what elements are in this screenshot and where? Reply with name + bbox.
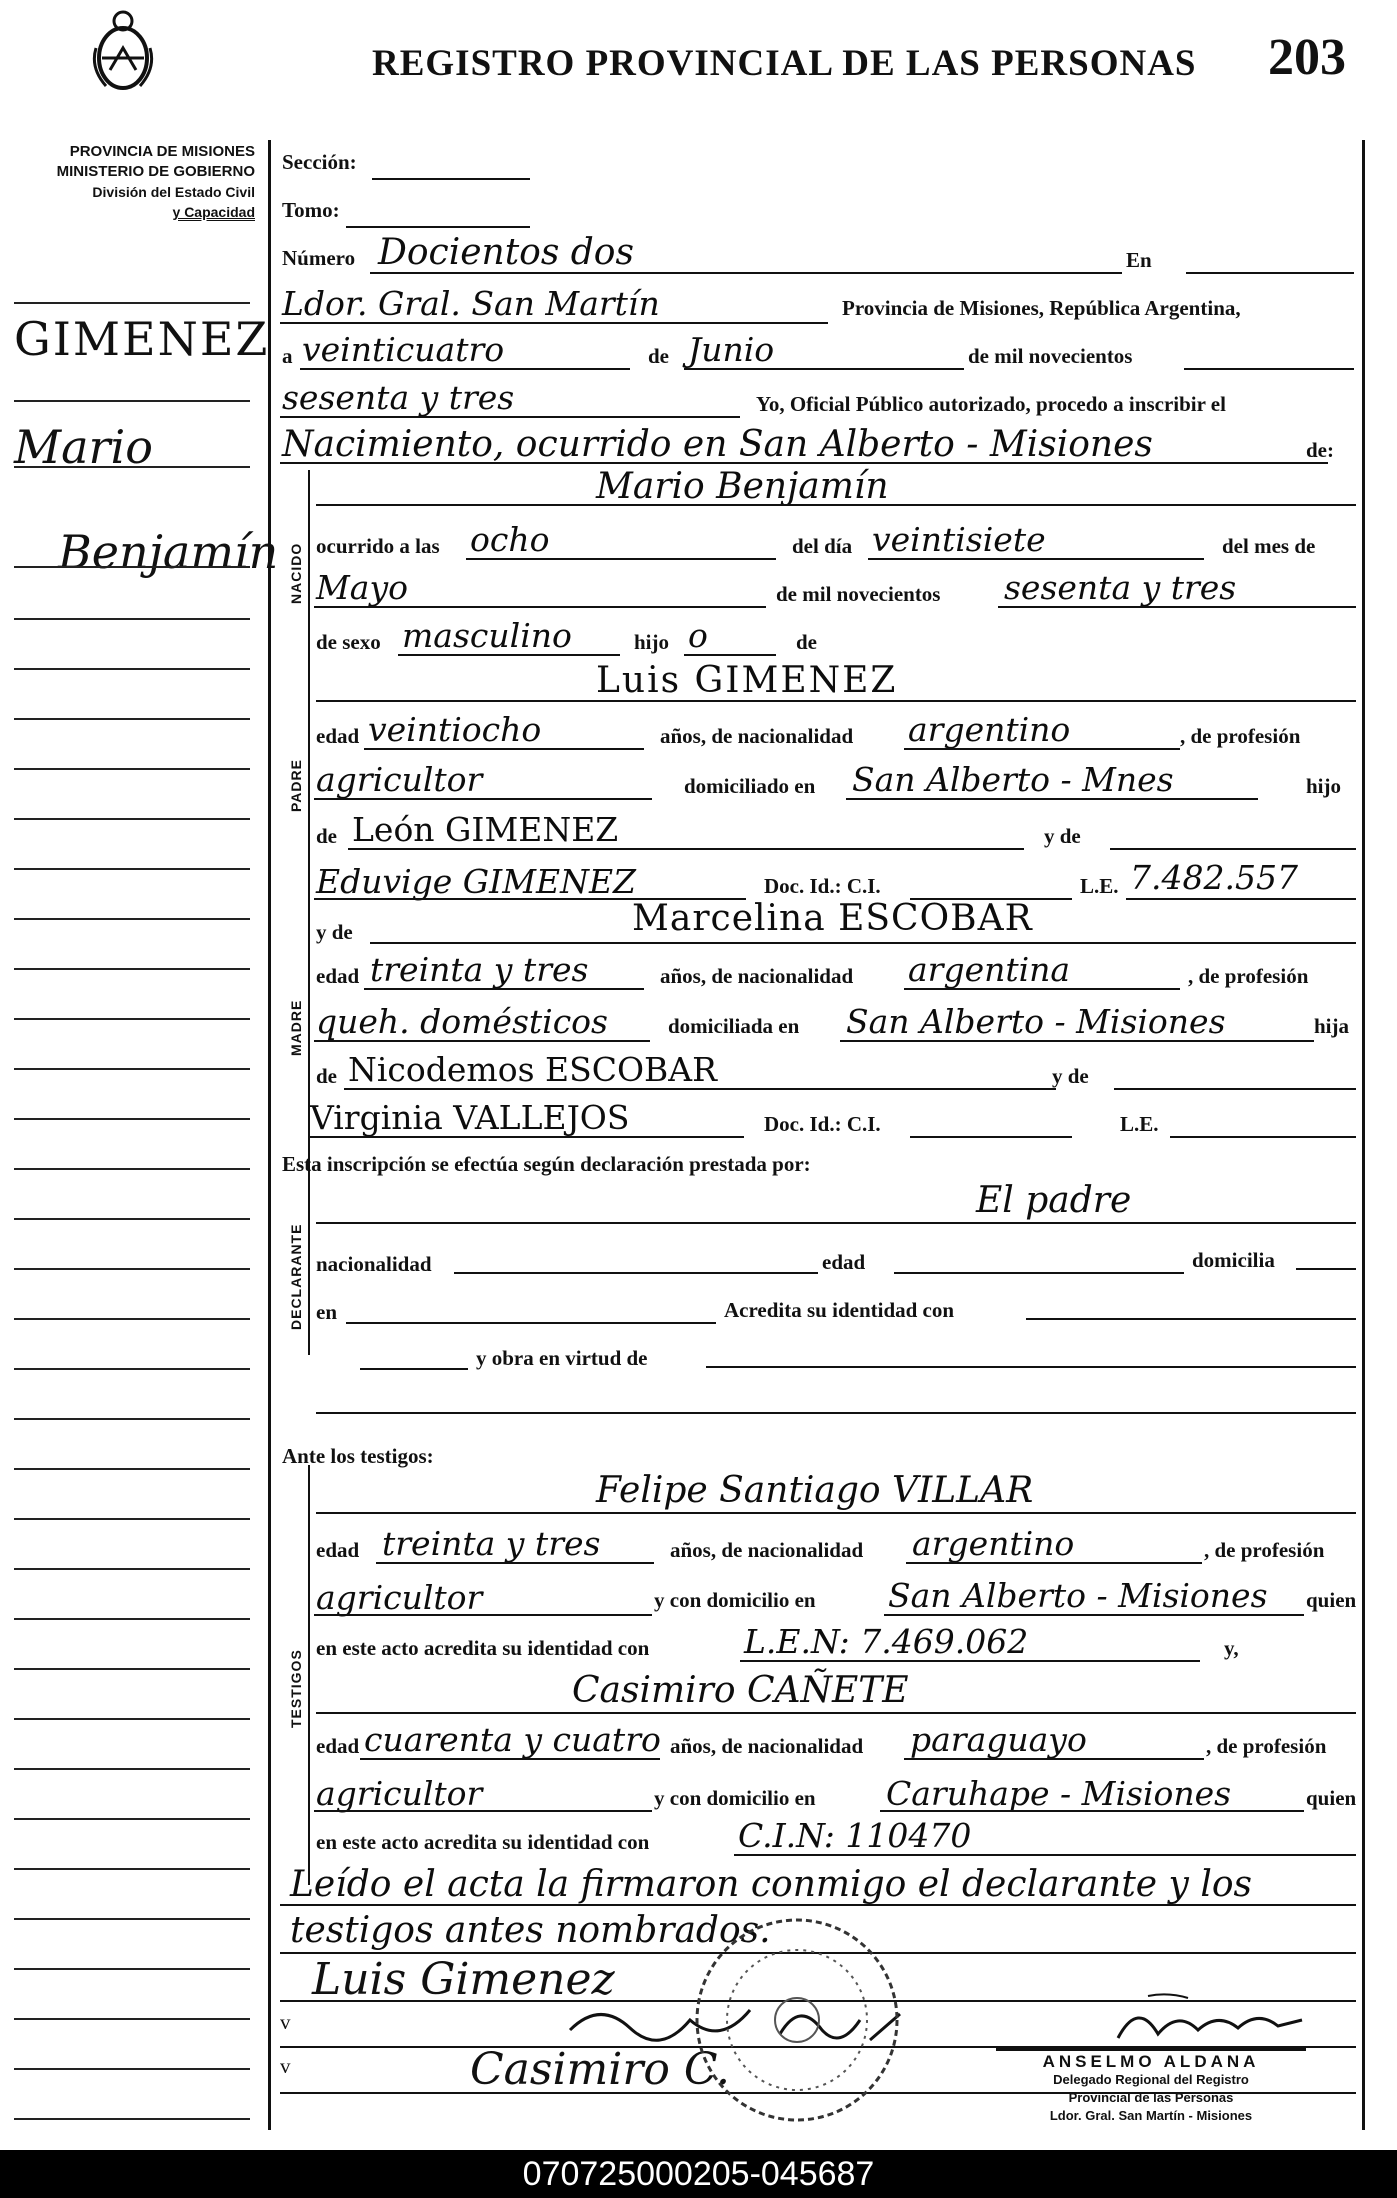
margin-line bbox=[14, 1468, 250, 1470]
y-de-label: y de bbox=[1044, 824, 1081, 848]
doc-id-label: Doc. Id.: C.I. bbox=[764, 874, 881, 898]
testigo2-value: Casimiro CAÑETE bbox=[572, 1670, 909, 1711]
t1-edad-label: edad bbox=[316, 1538, 360, 1562]
t1-nac-line bbox=[906, 1562, 1202, 1564]
a-label: a bbox=[282, 344, 293, 368]
del-mes-label: del mes de bbox=[1222, 534, 1316, 558]
anio-nac-value: sesenta y tres bbox=[1004, 568, 1237, 607]
en-d-label: en bbox=[316, 1300, 337, 1324]
testigo1-value: Felipe Santiago VILLAR bbox=[596, 1470, 1034, 1511]
t2-edad-value: cuarenta y cuatro bbox=[364, 1720, 661, 1759]
dia-nac-line bbox=[868, 558, 1204, 560]
margin-line bbox=[14, 1368, 250, 1370]
de-mil-line bbox=[1184, 368, 1354, 370]
official-line1: Delegado Regional del Registro bbox=[1053, 2072, 1249, 2087]
t1-prof-line bbox=[314, 1614, 652, 1616]
margin-line bbox=[14, 2018, 250, 2020]
t1-anos-label: años, de nacionalidad bbox=[670, 1538, 864, 1562]
margin-line bbox=[14, 2118, 250, 2120]
madre-edad-label: edad bbox=[316, 964, 360, 988]
le-label: L.E. bbox=[1080, 874, 1119, 898]
doc-id-m-line bbox=[910, 1136, 1072, 1138]
sexo-line bbox=[398, 654, 620, 656]
doc-id-m-label: Doc. Id.: C.I. bbox=[764, 1112, 881, 1136]
t1-acredita-label: en este acto acredita su identidad con bbox=[316, 1636, 650, 1660]
t1-doc-value: L.E.N: 7.469.062 bbox=[744, 1622, 1029, 1661]
v-mark-1: v bbox=[280, 2010, 291, 2034]
hijo-value: o bbox=[688, 616, 708, 655]
cierre-linea-2: testigos antes nombrados. bbox=[290, 1910, 771, 1951]
division: División del Estado Civil bbox=[92, 184, 255, 200]
padre-nac-value: argentino bbox=[908, 710, 1071, 749]
hora-value: ocho bbox=[470, 520, 550, 559]
acto-value: Nacimiento, ocurrido en San Alberto - Misiones bbox=[282, 424, 1153, 465]
nacido-side-label: NACIDO bbox=[288, 542, 304, 604]
nacionalidad-line[interactable] bbox=[454, 1272, 818, 1274]
seccion-field[interactable] bbox=[372, 178, 530, 180]
margin-line bbox=[14, 1418, 250, 1420]
sexo-value: masculino bbox=[402, 616, 572, 655]
acredita-line[interactable] bbox=[1026, 1318, 1356, 1320]
margin-line bbox=[14, 1718, 250, 1720]
hijo2-label: hijo bbox=[1306, 774, 1342, 798]
t2-dom-label: y con domicilio en bbox=[654, 1786, 816, 1810]
nombre-line bbox=[316, 504, 1356, 506]
yo-label: Yo, Oficial Público autorizado, procedo a inscribir el bbox=[756, 392, 1226, 416]
padre-prof-label: , de profesión bbox=[1180, 724, 1301, 748]
abuela-m-value: Virginia VALLEJOS bbox=[310, 1098, 630, 1137]
testigos-side-label: TESTIGOS bbox=[288, 1649, 304, 1728]
margin-line bbox=[14, 1018, 250, 1020]
margin-line bbox=[14, 400, 250, 402]
dia-value: veinticuatro bbox=[302, 330, 505, 369]
margin-line bbox=[14, 618, 250, 620]
y-de-line bbox=[1110, 848, 1356, 850]
margin-line bbox=[14, 668, 250, 670]
numero-value: Docientos dos bbox=[378, 232, 634, 273]
margin-line bbox=[14, 566, 250, 568]
lugar-value: Ldor. Gral. San Martín bbox=[282, 284, 660, 323]
t1-nac-value: argentino bbox=[912, 1524, 1075, 1563]
t2-nac-line bbox=[904, 1758, 1204, 1760]
t2-edad-line bbox=[360, 1758, 660, 1760]
margin-line bbox=[14, 868, 250, 870]
declarante-side-label: DECLARANTE bbox=[288, 1223, 304, 1330]
t1-dom-line bbox=[884, 1614, 1304, 1616]
margin-line bbox=[14, 1618, 250, 1620]
padre-prof-line bbox=[314, 798, 652, 800]
t1-dom-value: San Alberto - Misiones bbox=[888, 1576, 1268, 1615]
y-de-m-line bbox=[1114, 1088, 1356, 1090]
y-de-m-label: y de bbox=[1052, 1064, 1089, 1088]
abuela-value: Eduvige GIMENEZ bbox=[316, 862, 636, 901]
lugar-line bbox=[280, 322, 828, 324]
acto-line bbox=[280, 462, 1328, 464]
margin-line bbox=[14, 1818, 250, 1820]
t2-prof-value: agricultor bbox=[316, 1774, 483, 1813]
anio-line bbox=[280, 416, 740, 418]
domicilia-line[interactable] bbox=[1296, 1268, 1356, 1270]
official-signature-icon bbox=[1108, 1990, 1308, 2050]
provincia-label: Provincia de Misiones, República Argentina, bbox=[842, 296, 1241, 320]
t1-y-label: y, bbox=[1224, 1636, 1239, 1660]
margin-line bbox=[14, 1068, 250, 1070]
nombre-value: Mario Benjamín bbox=[596, 466, 889, 507]
madre-edad-line bbox=[364, 988, 644, 990]
margin-line bbox=[14, 1318, 250, 1320]
y-obra-line[interactable] bbox=[706, 1366, 1356, 1368]
inner-frame-line-2 bbox=[308, 1465, 310, 1885]
official-name: ANSELMO ALDANA bbox=[996, 2048, 1306, 2071]
testigo2-line bbox=[316, 1712, 1356, 1714]
domiciliado-label: domiciliado en bbox=[684, 774, 816, 798]
margin-line bbox=[14, 1268, 250, 1270]
t1-dom-label: y con domicilio en bbox=[654, 1588, 816, 1612]
domiciliada-label: domiciliada en bbox=[668, 1014, 800, 1038]
official-stamp bbox=[996, 2048, 1306, 2125]
padre-dom-value: San Alberto - Mnes bbox=[852, 760, 1174, 799]
t1-prof-value: agricultor bbox=[316, 1578, 483, 1617]
anio-value: sesenta y tres bbox=[282, 378, 515, 417]
le-m-line bbox=[1170, 1136, 1356, 1138]
v-mark-2: v bbox=[280, 2054, 291, 2078]
madre-edad-value: treinta y tres bbox=[370, 950, 589, 989]
abuelo-value: León GIMENEZ bbox=[352, 810, 619, 849]
margin-line bbox=[14, 1918, 250, 1920]
margin-line bbox=[14, 1768, 250, 1770]
y-obra-label: y obra en virtud de bbox=[476, 1346, 648, 1370]
domicilia-label: domicilia bbox=[1192, 1248, 1275, 1272]
t2-nac-value: paraguayo bbox=[910, 1720, 1087, 1759]
margin-line bbox=[14, 1168, 250, 1170]
t1-edad-line bbox=[376, 1562, 654, 1564]
madre-nombre-value: Marcelina ESCOBAR bbox=[632, 898, 1033, 939]
margin-middle-name: Benjamín bbox=[58, 525, 279, 579]
padre-anos-label: años, de nacionalidad bbox=[660, 724, 854, 748]
inner-frame-line bbox=[308, 470, 310, 1355]
madre-nac-value: argentina bbox=[908, 950, 1071, 989]
province-header bbox=[10, 142, 255, 222]
margin-line bbox=[14, 1568, 250, 1570]
madre-prof-label: , de profesión bbox=[1188, 964, 1309, 988]
declaracion-label: Esta inscripción se efectúa según declaración prestada por: bbox=[282, 1152, 811, 1176]
padre-dom-line bbox=[846, 798, 1258, 800]
de3-label: de bbox=[316, 824, 337, 848]
t2-prof-label: , de profesión bbox=[1206, 1734, 1327, 1758]
coat-of-arms-icon bbox=[88, 8, 158, 94]
le-m-label: L.E. bbox=[1120, 1112, 1159, 1136]
t1-edad-value: treinta y tres bbox=[382, 1524, 601, 1563]
y-obra-pre-line[interactable] bbox=[360, 1368, 468, 1370]
testigos-label: Ante los testigos: bbox=[282, 1444, 434, 1468]
anio-nac-line bbox=[998, 606, 1356, 608]
margin-line bbox=[14, 818, 250, 820]
t2-acredita-label: en este acto acredita su identidad con bbox=[316, 1830, 650, 1854]
t2-doc-value: C.I.N: 110470 bbox=[738, 1816, 972, 1855]
t1-doc-line bbox=[740, 1660, 1200, 1662]
abuelo-m-value: Nicodemos ESCOBAR bbox=[348, 1050, 717, 1089]
t2-dom-value: Caruhape - Misiones bbox=[886, 1774, 1232, 1813]
padre-nombre-value: Luis GIMENEZ bbox=[596, 660, 898, 701]
padre-le-line bbox=[1126, 898, 1356, 900]
padre-nac-line bbox=[904, 748, 1180, 750]
padre-prof-value: agricultor bbox=[316, 760, 483, 799]
acredita-label: Acredita su identidad con bbox=[724, 1298, 955, 1322]
mes-nac-value: Mayo bbox=[316, 568, 408, 607]
margin-line bbox=[14, 768, 250, 770]
nacionalidad-label: nacionalidad bbox=[316, 1252, 432, 1276]
de-label: de bbox=[648, 344, 669, 368]
t2-quien-label: quien bbox=[1306, 1786, 1357, 1810]
margin-line bbox=[14, 718, 250, 720]
margin-line bbox=[14, 918, 250, 920]
t2-prof-line bbox=[314, 1810, 652, 1812]
frame-left bbox=[268, 140, 271, 2130]
madre-side-label: MADRE bbox=[288, 999, 304, 1056]
ministry: MINISTERIO DE GOBIERNO bbox=[56, 163, 255, 180]
t1-prof-label: , de profesión bbox=[1204, 1538, 1325, 1562]
cierre-linea-1: Leído el acta la firmaron conmigo el declarante y los bbox=[290, 1864, 1252, 1905]
de2-label: de bbox=[796, 630, 817, 654]
numero-line bbox=[370, 272, 1122, 274]
hora-line bbox=[466, 558, 776, 560]
margin-line bbox=[14, 1518, 250, 1520]
mes-nac-line bbox=[314, 606, 766, 608]
edad-d-label: edad bbox=[822, 1250, 866, 1274]
numero-label: Número bbox=[282, 246, 356, 270]
frame-right bbox=[1362, 140, 1365, 2130]
madre-nac-line bbox=[904, 988, 1180, 990]
dia-nac-value: veintisiete bbox=[872, 520, 1046, 559]
capacity: y Capacidad bbox=[172, 204, 255, 220]
padre-side-label: PADRE bbox=[288, 759, 304, 812]
margin-line bbox=[14, 1118, 250, 1120]
madre-prof-line bbox=[314, 1040, 650, 1042]
hijo-label: hijo bbox=[634, 630, 670, 654]
madre-prof-value: queh. domésticos bbox=[316, 1002, 608, 1041]
tomo-label: Tomo: bbox=[282, 198, 340, 222]
de-mil-label: de mil novecientos bbox=[968, 344, 1133, 368]
margin-line bbox=[14, 1868, 250, 1870]
tomo-field[interactable] bbox=[346, 226, 530, 228]
de-sexo-label: de sexo bbox=[316, 630, 381, 654]
madre-anos-label: años, de nacionalidad bbox=[660, 964, 854, 988]
mes-value: Junio bbox=[688, 330, 775, 369]
province: PROVINCIA DE MISIONES bbox=[69, 143, 255, 160]
abuela-m-line bbox=[308, 1136, 744, 1138]
page-number: 203 bbox=[1268, 29, 1346, 86]
declarante-extra-line[interactable] bbox=[316, 1412, 1356, 1414]
de-m-label: de bbox=[316, 1064, 337, 1088]
t1-quien-label: quien bbox=[1306, 1588, 1357, 1612]
hijo-line bbox=[684, 654, 776, 656]
t2-doc-line bbox=[734, 1854, 1356, 1856]
dia-line bbox=[300, 368, 630, 370]
ocurrido-label: ocurrido a las bbox=[316, 534, 440, 558]
t2-anos-label: años, de nacionalidad bbox=[670, 1734, 864, 1758]
t2-edad-label: edad bbox=[316, 1734, 360, 1758]
en-line bbox=[1186, 272, 1354, 274]
margin-line bbox=[14, 1968, 250, 1970]
en-d-line[interactable] bbox=[346, 1322, 716, 1324]
mes-line bbox=[684, 368, 964, 370]
declarante-value: El padre bbox=[976, 1180, 1132, 1221]
hija-label: hija bbox=[1314, 1014, 1350, 1038]
padre-le-value: 7.482.557 bbox=[1130, 858, 1298, 897]
margin-line bbox=[14, 2068, 250, 2070]
t2-dom-line bbox=[880, 1810, 1304, 1812]
margin-line bbox=[14, 968, 250, 970]
margin-line bbox=[14, 1668, 250, 1670]
del-dia-label: del día bbox=[792, 534, 853, 558]
padre-edad-line bbox=[364, 748, 644, 750]
padre-edad-value: veintiocho bbox=[368, 710, 542, 749]
de-mil2-label: de mil novecientos bbox=[776, 582, 941, 606]
margin-surname: GIMENEZ bbox=[14, 312, 270, 366]
page-title: REGISTRO PROVINCIAL DE LAS PERSONAS bbox=[372, 43, 1197, 84]
y-de-madre-label: y de bbox=[316, 920, 353, 944]
madre-dom-value: San Alberto - Misiones bbox=[846, 1002, 1226, 1041]
seccion-label: Sección: bbox=[282, 150, 357, 174]
official-line2: Provincial de las Personas bbox=[1068, 2090, 1234, 2105]
madre-dom-line bbox=[840, 1040, 1314, 1042]
margin-line bbox=[14, 302, 250, 304]
margin-line bbox=[14, 466, 250, 468]
padre-nombre-line bbox=[316, 700, 1356, 702]
en-label: En bbox=[1126, 248, 1152, 272]
signature-casimiro: Casimiro C. bbox=[470, 2044, 730, 2095]
margin-first-name: Mario bbox=[14, 420, 153, 474]
official-line3: Ldor. Gral. San Martín - Misiones bbox=[1049, 2108, 1253, 2123]
abuelo-m-line bbox=[344, 1088, 1056, 1090]
round-seal-stamp bbox=[682, 1900, 912, 2140]
signature-luis: Luis Gimenez bbox=[312, 1954, 615, 2005]
margin-line bbox=[14, 1218, 250, 1220]
de-colon-label: de: bbox=[1306, 438, 1334, 462]
abuelo-line bbox=[348, 848, 1024, 850]
edad-d-line[interactable] bbox=[894, 1272, 1184, 1274]
declarante-line bbox=[316, 1222, 1356, 1224]
padre-edad-label: edad bbox=[316, 724, 360, 748]
document-code-bar: 070725000205-045687 bbox=[0, 2150, 1397, 2198]
testigo1-line bbox=[316, 1512, 1356, 1514]
madre-nombre-line bbox=[370, 942, 1356, 944]
